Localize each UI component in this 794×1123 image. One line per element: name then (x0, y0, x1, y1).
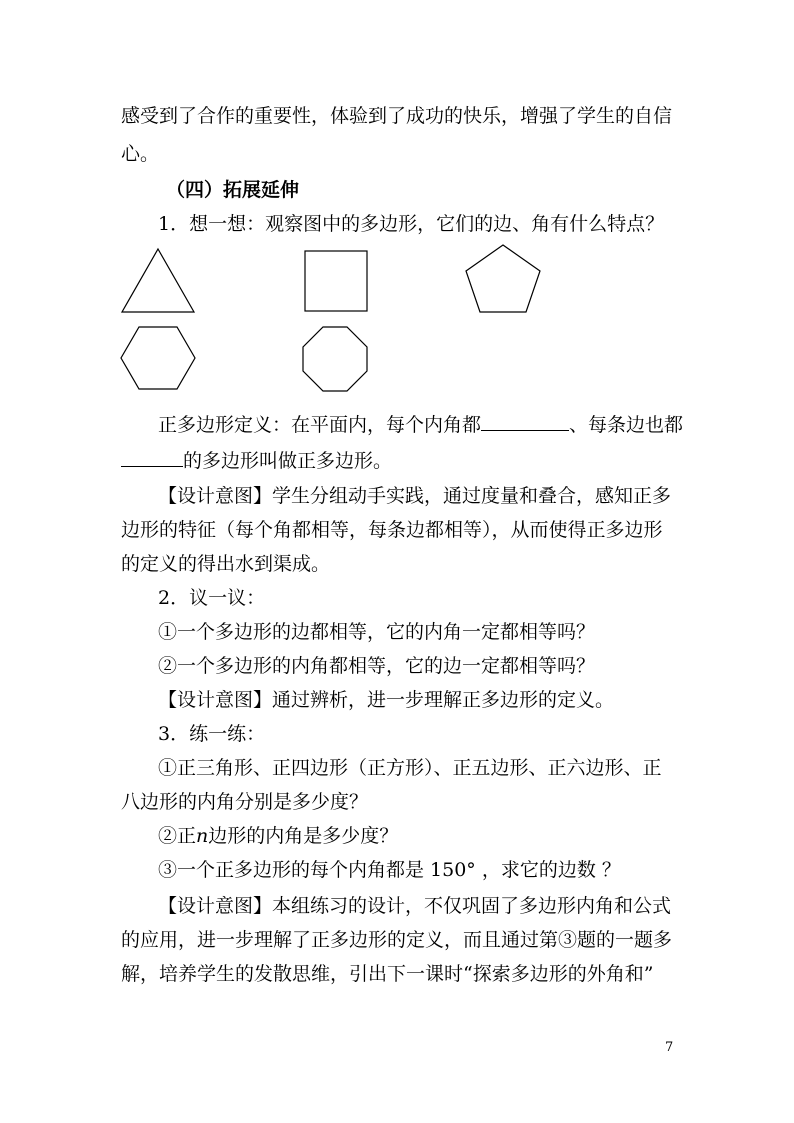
variable-n: n (196, 825, 209, 847)
question-3a: 八边形的内角分别是多少度？ (121, 791, 369, 813)
paragraph-line: 心。 (121, 143, 160, 165)
question-text: ②正 (158, 825, 197, 847)
definition-line (121, 448, 392, 473)
definition-text: 、每条边也都 (569, 414, 684, 436)
definition-text: 的多边形叫做正多边形。 (183, 450, 393, 472)
section-heading: （四）拓展延伸 (166, 179, 300, 201)
design-note: 【设计意图】通过辨析，进一步理解正多边形的定义。 (158, 689, 615, 711)
paragraph-line: 边形的特征（每个角都相等，每条边都相等），从而使得正多边形 (121, 519, 663, 541)
fill-in-blank[interactable] (121, 448, 183, 467)
square-icon (302, 248, 370, 314)
octagon-icon (300, 324, 370, 394)
question-2: 2．议一议： (158, 587, 266, 609)
fill-in-blank[interactable] (481, 412, 569, 431)
question-1: 1．想一想：观察图中的多边形，它们的边、角有什么特点？ (158, 213, 665, 235)
hexagon-icon (118, 324, 198, 392)
paragraph-line: 感受到了合作的重要性，体验到了成功的快乐，增强了学生的自信 (121, 105, 673, 127)
question-3: 3．练一练： (158, 723, 266, 745)
question-3c: ③一个正多边形的每个内角都是 150° ，求它的边数 ？ (158, 859, 621, 881)
definition-text: 正多边形定义：在平面内，每个内角都 (158, 414, 482, 436)
definition-line (158, 412, 683, 437)
question-2b: ②一个多边形的内角都相等，它的边一定都相等吗？ (158, 655, 596, 677)
paragraph-line: 的定义的得出水到渠成。 (121, 553, 331, 575)
page-number: 7 (665, 1040, 674, 1055)
question-2a: ①一个多边形的边都相等，它的内角一定都相等吗？ (158, 621, 596, 643)
paragraph-line: 【设计意图】本组练习的设计，不仅巩固了多边形内角和公式 (158, 895, 672, 917)
paragraph-line: 的应用，进一步理解了正多边形的定义，而且通过第③题的一题多 (121, 929, 673, 951)
pentagon-icon (462, 242, 544, 316)
question-3b (158, 824, 398, 848)
paragraph-line: 解，培养学生的发散思维，引出下一课时“探索多边形的外角和” (121, 963, 654, 985)
paragraph-line: 【设计意图】学生分组动手实践，通过度量和叠合，感知正多 (158, 485, 672, 507)
triangle-icon (118, 246, 198, 316)
question-text: 边形的内角是多少度？ (208, 825, 399, 847)
question-3a: ①正三角形、正四边形（正方形）、正五边形、正六边形、正 (158, 757, 662, 779)
